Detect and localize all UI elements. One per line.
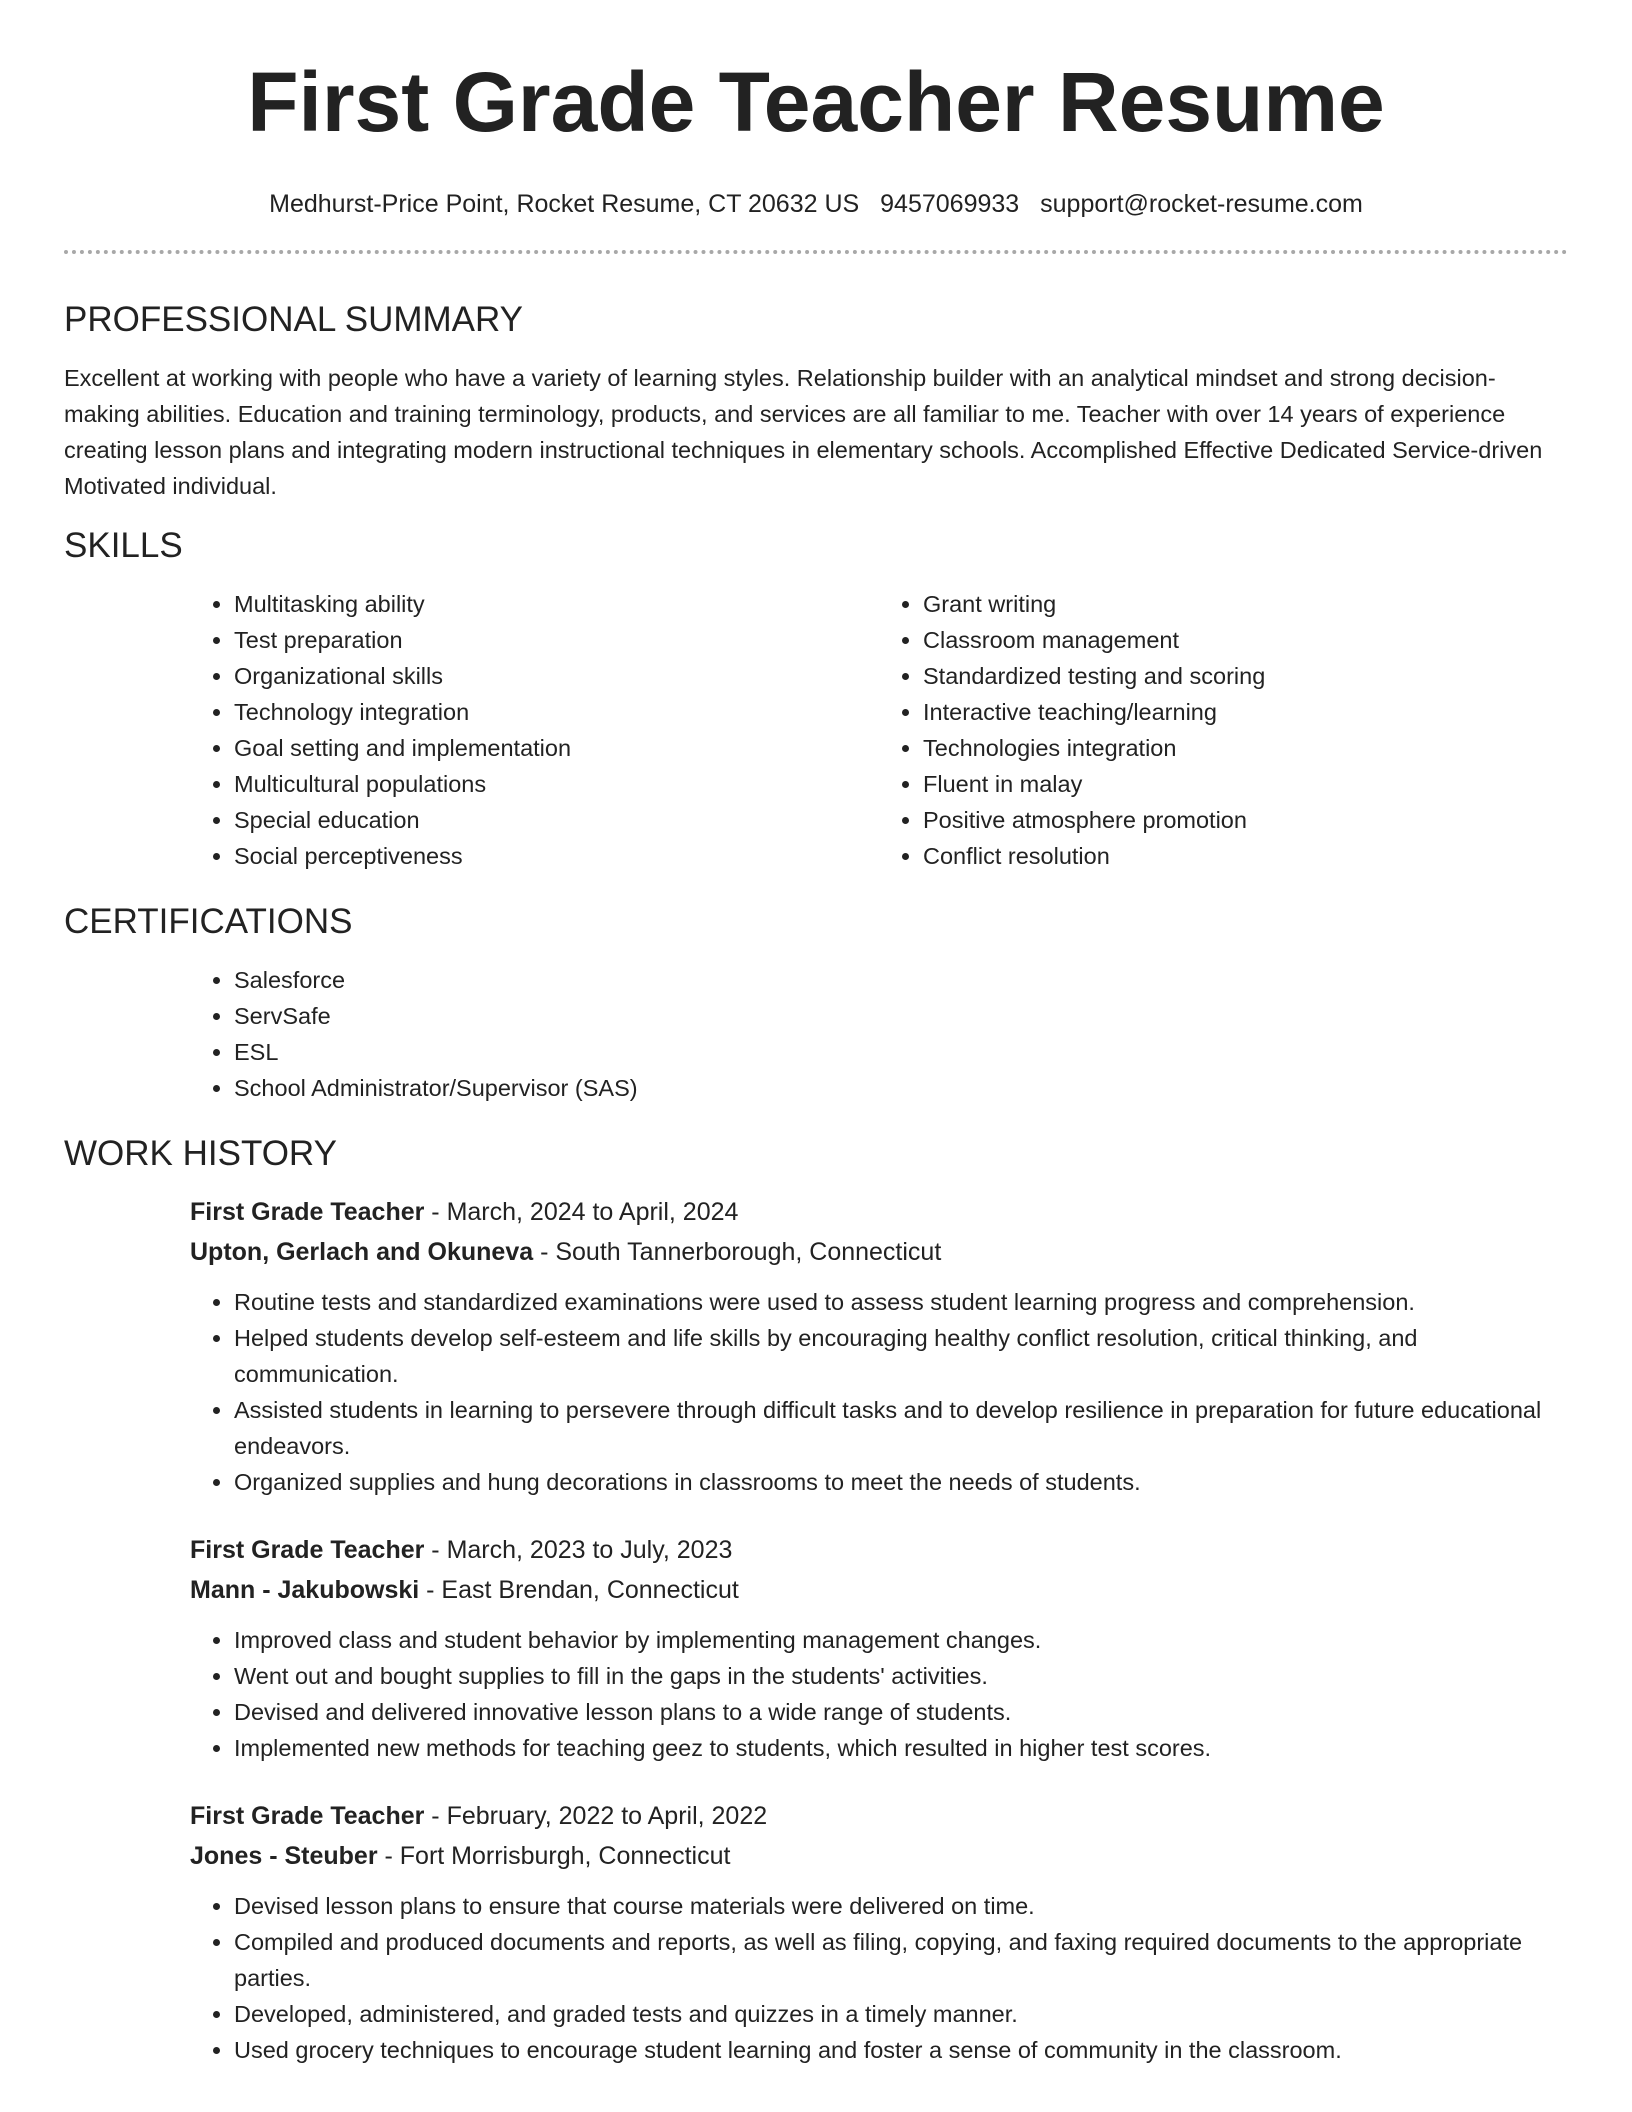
summary-text: Excellent at working with people who have a variety of learning styles. Relationship builder with an analytical mindset and strong decision-making abilities. Education and training terminology, products, and services are all familiar to me. Teacher with over 14 years of experience creating lesson plans and integrating modern instructional techniques in elementary schools. Accomplished Effective Dedicated Service-driven Motivated individual. (64, 365, 1543, 499)
job-dates: - March, 2023 to July, 2023 (424, 1536, 733, 1564)
job-company-line (190, 1232, 1568, 1272)
skill-item: • Grant writing (923, 586, 1568, 622)
job-bullet: • Implemented new methods for teaching geez to students, which resulted in higher test scores. (234, 1730, 1568, 1766)
skill-item: • Organizational skills (234, 658, 879, 694)
certification-item: • ServSafe (234, 998, 1568, 1034)
skills-grid (190, 586, 1568, 874)
job-bullet: • Compiled and produced documents and reports, as well as filing, copying, and faxing required documents to the appropriate parties. (234, 1924, 1568, 1996)
contact-line (64, 188, 1568, 220)
skill-item: • Standardized testing and scoring (923, 658, 1568, 694)
summary-heading: PROFESSIONAL SUMMARY (64, 300, 523, 339)
job-company: Mann - Jakubowski (190, 1576, 420, 1604)
job-location: - Fort Morrisburgh, Connecticut (377, 1842, 731, 1870)
skill-item: • Special education (234, 802, 879, 838)
job-location: - South Tannerborough, Connecticut (533, 1238, 942, 1266)
job-bullet: • Used grocery techniques to encourage student learning and foster a sense of community in the classroom. (234, 2032, 1568, 2068)
skill-item: • Classroom management (923, 622, 1568, 658)
job-entry (190, 1192, 1568, 1500)
job-title: First Grade Teacher (190, 1802, 425, 1830)
job-bullets (190, 1622, 1568, 1766)
skill-item: • Fluent in malay (923, 766, 1568, 802)
skills-left-list (190, 586, 879, 874)
job-dates: - February, 2022 to April, 2022 (424, 1802, 768, 1830)
work-section (64, 1132, 1568, 2068)
work-heading: WORK HISTORY (64, 1134, 337, 1173)
job-location: - East Brendan, Connecticut (419, 1576, 739, 1604)
job-bullet: • Assisted students in learning to persevere through difficult tasks and to develop resilience in preparation for future educational endeavors. (234, 1392, 1568, 1464)
resume-page (64, 0, 1568, 2068)
job-bullet: • Devised and delivered innovative lesson plans to a wide range of students. (234, 1694, 1568, 1730)
job-bullet: • Devised lesson plans to ensure that course materials were delivered on time. (234, 1888, 1568, 1924)
job-entry (190, 1530, 1568, 1766)
skills-section (64, 524, 1568, 874)
job-bullet: • Routine tests and standardized examinations were used to assess student learning progress and comprehension. (234, 1284, 1568, 1320)
skill-item: • Goal setting and implementation (234, 730, 879, 766)
skill-item: • Social perceptiveness (234, 838, 879, 874)
job-title: First Grade Teacher (190, 1198, 425, 1226)
job-bullet: • Developed, administered, and graded tests and quizzes in a timely manner. (234, 1996, 1568, 2032)
certifications-list (190, 962, 1568, 1106)
job-entry (190, 1796, 1568, 2068)
job-bullets (190, 1888, 1568, 2068)
skill-item: • Multicultural populations (234, 766, 879, 802)
job-bullets (190, 1284, 1568, 1500)
job-company: Upton, Gerlach and Okuneva (190, 1238, 534, 1266)
summary-section (64, 298, 1568, 504)
job-bullet: • Organized supplies and hung decorations in classrooms to meet the needs of students. (234, 1464, 1568, 1500)
header-divider (64, 250, 1568, 254)
contact-address: Medhurst-Price Point, Rocket Resume, CT 20632 US (269, 190, 860, 218)
job-title: First Grade Teacher (190, 1536, 425, 1564)
job-company-line (190, 1570, 1568, 1610)
skill-item: • Technologies integration (923, 730, 1568, 766)
job-title-line (190, 1530, 1568, 1570)
certification-item: • School Administrator/Supervisor (SAS) (234, 1070, 1568, 1106)
skills-heading: SKILLS (64, 526, 183, 565)
job-bullet: • Helped students develop self-esteem and life skills by encouraging healthy conflict resolution, critical thinking, and communication. (234, 1320, 1568, 1392)
skill-item: • Positive atmosphere promotion (923, 802, 1568, 838)
certifications-section (64, 900, 1568, 1106)
job-bullet: • Improved class and student behavior by implementing management changes. (234, 1622, 1568, 1658)
contact-phone: 9457069933 (880, 190, 1020, 218)
certification-item: • Salesforce (234, 962, 1568, 998)
skill-item: • Technology integration (234, 694, 879, 730)
skill-item: • Test preparation (234, 622, 879, 658)
skill-item: • Interactive teaching/learning (923, 694, 1568, 730)
page-title: First Grade Teacher Resume (247, 55, 1385, 149)
job-title-line (190, 1796, 1568, 1836)
certification-item: • ESL (234, 1034, 1568, 1070)
job-title-line (190, 1192, 1568, 1232)
job-company: Jones - Steuber (190, 1842, 378, 1870)
job-dates: - March, 2024 to April, 2024 (424, 1198, 739, 1226)
skill-item: • Multitasking ability (234, 586, 879, 622)
job-bullet: • Went out and bought supplies to fill in the gaps in the students' activities. (234, 1658, 1568, 1694)
job-company-line (190, 1836, 1568, 1876)
certifications-heading: CERTIFICATIONS (64, 902, 353, 941)
skills-right-list (879, 586, 1568, 874)
skill-item: • Conflict resolution (923, 838, 1568, 874)
contact-email: support@rocket-resume.com (1040, 190, 1363, 218)
